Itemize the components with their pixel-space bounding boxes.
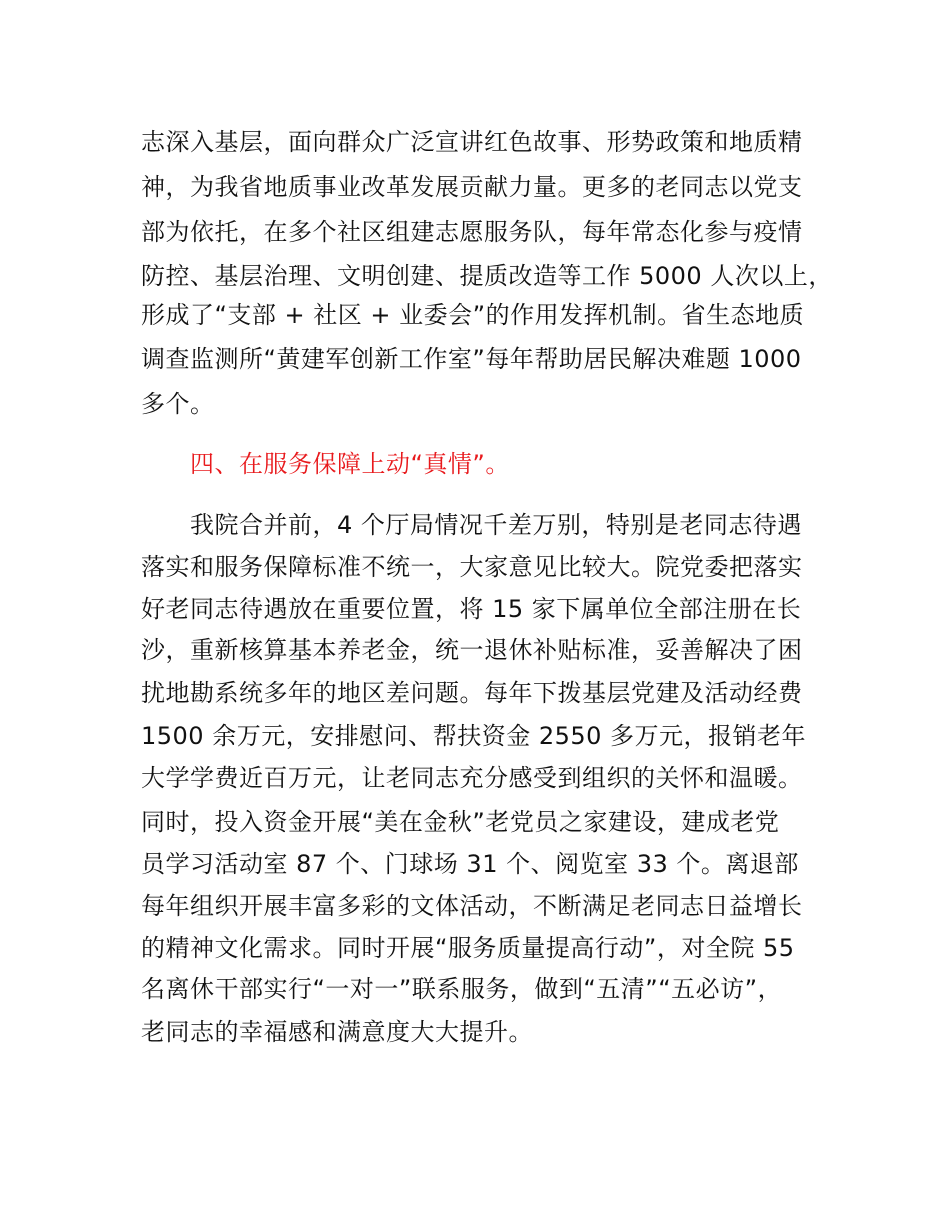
paragraph-line: 志深入基层，面向群众广泛宣讲红色故事、形势政策和地质精 — [141, 128, 803, 156]
paragraph-line: 扰地勘系统多年的地区差问题。每年下拨基层党建及活动经费 — [141, 679, 803, 707]
paragraph-line: 防控、基层治理、文明创建、提质改造等工作 5000 人次以上， — [141, 262, 833, 290]
paragraph-line: 部为依托，在多个社区组建志愿服务队，每年常态化参与疫情 — [141, 218, 803, 246]
paragraph-line: 形成了“支部 + 社区 + 业委会”的作用发挥机制。省生态地质 — [141, 301, 805, 329]
paragraph-line: 每年组织开展丰富多彩的文体活动，不断满足老同志日益增长 — [141, 892, 803, 920]
paragraph-line: 神，为我省地质事业改革发展贡献力量。更多的老同志以党支 — [141, 173, 803, 201]
paragraph-line: 同时，投入资金开展“美在金秋”老党员之家建设，建成老党 — [141, 808, 780, 836]
paragraph-line: 名离休干部实行“一对一”联系服务，做到“五清”“五必访”， — [141, 975, 783, 1003]
paragraph-line: 沙，重新核算基本养老金，统一退休补贴标准，妥善解决了困 — [141, 636, 803, 664]
paragraph-line: 落实和服务保障标准不统一，大家意见比较大。院党委把落实 — [141, 553, 803, 581]
paragraph-line: 1500 余万元，安排慰问、帮扶资金 2550 多万元，报销老年 — [141, 722, 807, 750]
paragraph-line: 的精神文化需求。同时开展“服务质量提高行动”，对全院 55 — [141, 934, 795, 962]
section-heading: 四、在服务保障上动“真情”。 — [190, 450, 510, 478]
paragraph-line: 多个。 — [141, 390, 215, 418]
paragraph-line: 大学学费近百万元，让老同志充分感受到组织的关怀和温暖。 — [141, 764, 803, 792]
paragraph-line: 老同志的幸福感和满意度大大提升。 — [141, 1018, 533, 1046]
paragraph-line: 调查监测所“黄建军创新工作室”每年帮助居民解决难题 1000 — [141, 345, 802, 373]
paragraph-line: 员学习活动室 87 个、门球场 31 个、阅览室 33 个。离退部 — [141, 850, 799, 878]
paragraph-line: 好老同志待遇放在重要位置，将 15 家下属单位全部注册在长 — [141, 595, 802, 623]
paragraph-line: 我院合并前，4 个厅局情况千差万别，特别是老同志待遇 — [190, 511, 802, 539]
